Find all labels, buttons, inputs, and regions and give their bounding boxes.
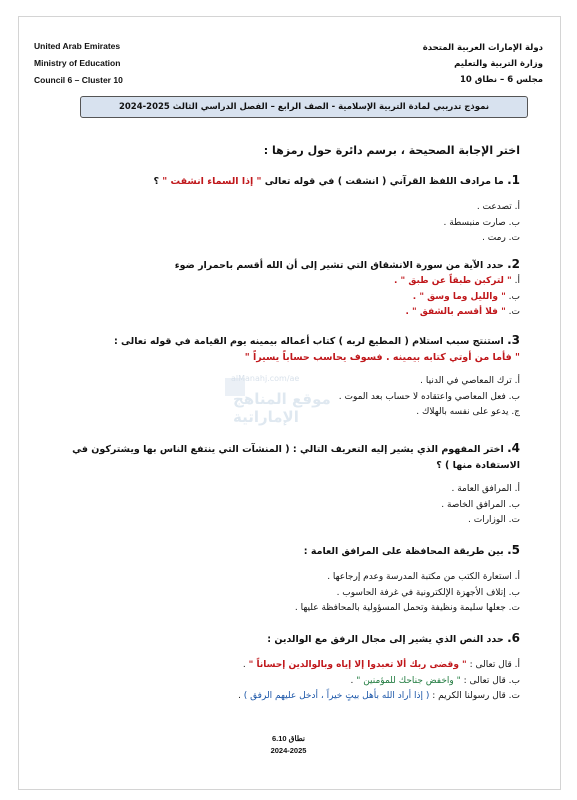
option-text: " والليل وما وسق " . xyxy=(412,291,506,302)
option-b[interactable]: ب. صارت منبسطة . xyxy=(443,217,520,228)
question-prompt: بين طريقة المحافظة على المرافق العامة : xyxy=(303,546,504,557)
question-number: 2. xyxy=(507,257,520,271)
option-a[interactable] xyxy=(50,658,520,674)
question-2-text xyxy=(50,256,520,274)
option-text: " لتركبن طبقاً عن طبق " . xyxy=(393,276,512,286)
option-letter: ب. قال تعالى : xyxy=(460,675,520,686)
question-number: 1. xyxy=(507,173,520,187)
watermark-name: موقع المناهج الإماراتية xyxy=(233,390,331,426)
option-b[interactable]: ب. إتلاف الأجهزة الإلكترونية في غرفة الحاسوب . xyxy=(336,587,520,598)
header-arabic xyxy=(423,40,543,88)
option-text: " وقضى ربك ألا تعبدوا إلا إياه وبالوالدين إحساناً " xyxy=(248,660,467,670)
option-c[interactable] xyxy=(50,305,520,321)
option-a[interactable]: أ. استعارة الكتب من مكتبة المدرسة وعدم إرجاعها . xyxy=(327,572,520,582)
option-c[interactable]: ت. جعلها سليمة ونظيفة وتحمل المسؤولية بالمحافظة عليها . xyxy=(294,603,520,613)
header-council-ar: مجلس 6 – نطاق 10 xyxy=(460,75,543,85)
option-letter: ت. xyxy=(508,307,520,317)
question-number: 4. xyxy=(507,441,520,455)
question-6-text xyxy=(50,630,520,648)
option-a[interactable]: أ. تصدعت . xyxy=(476,202,520,212)
header-country-ar: دولة الإمارات العربية المتحدة xyxy=(422,43,543,53)
header-ministry-en: Ministry of Education xyxy=(34,58,121,68)
question-3 xyxy=(50,332,520,421)
option-b[interactable]: ب. فعل المعاصي واعتقاده لا حساب بعد الموت . xyxy=(338,391,520,402)
question-tail: ؟ xyxy=(153,176,163,187)
option-c[interactable]: ت. رمت . xyxy=(482,233,520,243)
option-text: " واخفض جناحك للمؤمنين " xyxy=(356,675,461,686)
quran-quote: " فأما من أوتي كتابه بيمينه . فسوف يحاسب حساباً يسيراً " xyxy=(244,352,520,363)
option-b[interactable] xyxy=(50,290,520,306)
question-5-text xyxy=(50,542,520,560)
worksheet-title-banner: نموذج تدريبي لمادة التربية الإسلامية - الصف الرابع – الفصل الدراسي الثالث 2025-2024 xyxy=(80,96,528,118)
footer-year: 2024-2025 xyxy=(270,746,307,755)
question-4-text xyxy=(50,440,520,474)
option-letter: ت. قال رسولنا الكريم : xyxy=(429,691,520,701)
footer-cluster: نطاق 6.10 xyxy=(271,734,306,743)
question-number: 6. xyxy=(507,631,520,645)
watermark-site: alManahj.com/ae xyxy=(231,374,300,383)
option-letter: أ. قال تعالى : xyxy=(466,660,520,670)
option-text: " فلا أقسم بالشفق " . xyxy=(405,307,506,317)
question-4 xyxy=(50,440,520,529)
question-1-text xyxy=(50,172,520,190)
header-english xyxy=(34,38,123,89)
option-a[interactable]: أ. ترك المعاصي في الدنيا . xyxy=(420,376,520,386)
option-letter: أ. xyxy=(514,276,520,286)
option-a[interactable] xyxy=(50,274,520,290)
option-text: ( إذا أراد الله بأهل بيتٍ خيراً ، أدخل عليهم الرفق ) xyxy=(243,691,430,701)
question-prompt: حدد النص الذي يشير إلى مجال الرفق مع الوالدين : xyxy=(267,634,504,645)
question-prompt: استنتج سبب استلام ( المطيع لربه ) كتاب أعماله بيمينه يوم القيامة في قوله تعالى : xyxy=(113,336,504,347)
question-1 xyxy=(50,172,520,247)
quran-quote: " إذا السماء انشقت " xyxy=(162,176,262,187)
option-c[interactable] xyxy=(50,689,520,705)
question-prompt: حدد الآية من سورة الانشقاق التي تشير إلى أن الله أقسم باحمرار ضوء xyxy=(174,260,504,271)
instruction: اختر الإجابة الصحيحة ، برسم دائرة حول رمزها : xyxy=(263,144,520,157)
question-prompt: ما مرادف اللفظ القرآني ( انشقت ) في قوله تعالى xyxy=(264,176,504,187)
option-tail: . xyxy=(238,691,244,701)
question-6 xyxy=(50,630,520,705)
option-letter: ب. xyxy=(508,291,520,302)
question-prompt: اختر المفهوم الذي يشير إليه التعريف التالي : ( المنشآت التي ينتفع الناس بها ويشتركون في الاستفادة منها ) ؟ xyxy=(72,444,520,471)
header-ministry-ar: وزارة التربية والتعليم xyxy=(454,59,543,69)
question-number: 5. xyxy=(507,543,520,557)
footer xyxy=(0,733,577,757)
question-2 xyxy=(50,256,520,321)
option-a[interactable]: أ. المرافق العامة . xyxy=(451,484,520,494)
option-b[interactable]: ب. المرافق الخاصة . xyxy=(441,499,520,510)
option-tail: . xyxy=(350,675,357,686)
option-c[interactable]: ت. الوزارات . xyxy=(468,515,520,525)
question-5 xyxy=(50,542,520,617)
header-council-en: Council 6 – Cluster 10 xyxy=(34,75,123,85)
option-tail: . xyxy=(242,660,249,670)
option-c[interactable]: ج. يدعو على نفسه بالهلاك . xyxy=(416,407,520,417)
question-number: 3. xyxy=(507,333,520,347)
header-country-en: United Arab Emirates xyxy=(34,41,121,51)
question-3-text xyxy=(50,332,520,350)
option-b[interactable] xyxy=(50,674,520,690)
